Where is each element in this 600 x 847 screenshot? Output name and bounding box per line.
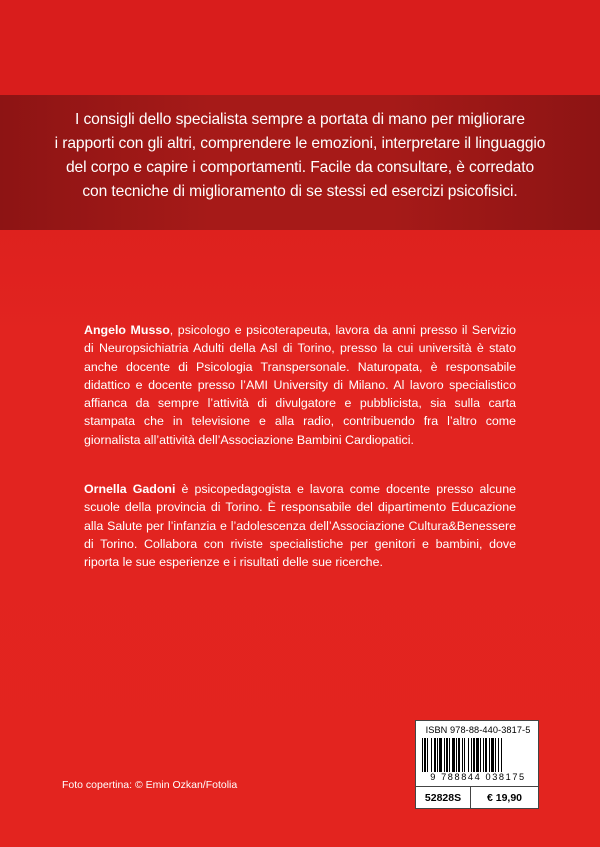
author-bio-text: , psicologo e psicoterapeuta, lavora da anni presso il Servizio di Neuropsichiatria Adulti della Asl di Torino, presso la cui università è stato anche docente di Psicologia Transpersonale. Naturopata, è responsabile didattico e docente presso l’AMI University di Milano. Al lavoro specialistico affianca da sempre l’attività di divulgatore e pubblicista, sia sulla carta stampata che in televisione e alla radio, contribuendo fra l’altro come giornalista all’attività dell’Associazione Bambini Cardiopatici. — [84, 323, 516, 447]
blurb-line: del corpo e capire i comportamenti. Facile da consultare, è corredato — [65, 159, 535, 176]
author-bio-ornella-gadoni — [84, 480, 516, 571]
author-bio-angelo-musso — [84, 321, 516, 449]
author-bio-text: è psicopedagogista e lavora come docente presso alcune scuole della provincia di Torino. È responsabile del dipartimento Educazione alla Salute per l’infanzia e l’adolescenza dell’Associazione Cultura&Benessere di Torino. Collabora con riviste specialistiche per genitori e bambini, dove riporta le sue esperienze e i risultati delle sue ricerche. — [84, 482, 516, 570]
isbn-number: ISBN 978-88-440-3817-5 — [425, 725, 531, 735]
price-tag: € 19,90 — [486, 792, 523, 804]
product-code: 52828S — [416, 787, 471, 809]
author-name: Angelo Musso — [84, 323, 170, 337]
blurb-line: con tecniche di miglioramento di se stessi ed esercizi psicofisici. — [82, 183, 518, 200]
author-name: Ornella Gadoni — [84, 482, 176, 496]
barcode-icon — [422, 738, 534, 772]
photo-credit: Foto copertina: © Emin Ozkan/Fotolia — [62, 779, 238, 791]
blurb-line: i rapporti con gli altri, comprendere le emozioni, interpretare il linguaggio — [54, 135, 546, 152]
price-row — [416, 786, 538, 809]
barcode-label — [415, 720, 539, 809]
top-band — [0, 0, 600, 95]
blurb-line: I consigli dello specialista sempre a portata di mano per migliorare — [75, 111, 525, 128]
barcode-digits: 9 788844 038175 — [430, 772, 526, 782]
cover-blurb — [44, 108, 556, 204]
